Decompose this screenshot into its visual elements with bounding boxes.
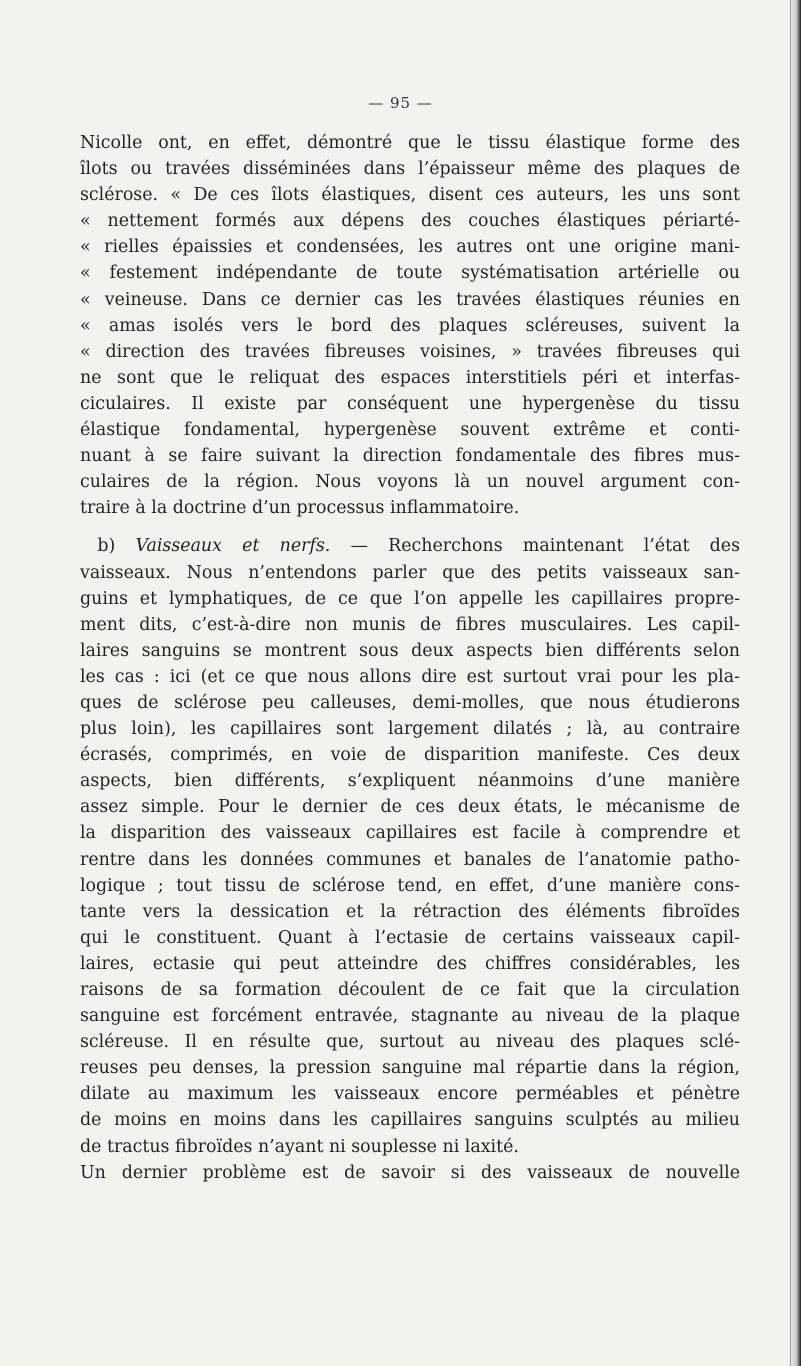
text-line: îlots ou travées disséminées dans l’épaisseur même des plaques de <box>80 159 740 180</box>
text-line: de moins en moins dans les capillaires sanguins sculptés au milieu <box>80 1110 740 1131</box>
section-heading: Vaisseaux et nerfs. <box>135 536 331 557</box>
text-line: laires, ectasie qui peut atteindre des chiffres considérables, les <box>80 953 740 974</box>
text-line: ment dits, c’est-à-dire non munis de fibres musculaires. Les capil- <box>80 614 740 635</box>
text-line: tante vers la dessication et la rétraction des éléments fibroïdes <box>80 901 740 922</box>
text-line: ciculaires. Il existe par conséquent une hypergenèse du tissu <box>80 393 740 414</box>
text-line: les cas : ici (et ce que nous allons dire est surtout vrai pour les pla- <box>80 666 740 687</box>
text-line: reuses peu denses, la pression sanguine mal répartie dans la région, <box>80 1058 740 1079</box>
text-line: plus loin), les capillaires sont largement dilatés ; là, au contraire <box>80 719 740 740</box>
body-text <box>80 130 740 1186</box>
page-edge-shadow <box>791 0 801 1366</box>
text-line: laires sanguins se montrent sous deux aspects bien différents selon <box>80 640 740 661</box>
text-line: « direction des travées fibreuses voisines, » travées fibreuses qui <box>80 341 740 362</box>
text-line: logique ; tout tissu de sclérose tend, en effet, d’une manière cons- <box>80 875 740 896</box>
text-line: sclérose. « De ces îlots élastiques, disent ces auteurs, les uns sont <box>80 185 740 206</box>
text-line: « rielles épaissies et condensées, les autres ont une origine mani- <box>80 237 740 258</box>
paragraph-gap <box>80 521 740 533</box>
text-line: « amas isolés vers le bord des plaques scléreuses, suivent la <box>80 315 740 336</box>
text-line: écrasés, comprimés, en voie de disparition manifeste. Ces deux <box>80 745 740 766</box>
paragraph-2 <box>80 533 740 1185</box>
text-line: rentre dans les données communes et banales de l’anatomie patho- <box>80 849 740 870</box>
text-line: sanguine est forcément entravée, stagnante au niveau de la plaque <box>80 1006 740 1027</box>
text-line: de tractus fibroïdes n’ayant ni souplesse ni laxité. <box>80 1136 519 1157</box>
text-line: élastique fondamental, hypergenèse souvent extrême et conti- <box>80 420 740 441</box>
text-line: qui le constituent. Quant à l’ectasie de certains vaisseaux capil- <box>80 927 740 948</box>
text-line: assez simple. Pour le dernier de ces deux états, le mécanisme de <box>80 797 740 818</box>
paragraph-1 <box>80 130 740 521</box>
text-line: guins et lymphatiques, de ce que l’on appelle les capillaires propre- <box>80 588 740 609</box>
text-line: ques de sclérose peu calleuses, demi-molles, que nous étudierons <box>80 692 740 713</box>
text-line: « festement indépendante de toute systématisation artérielle ou <box>80 263 740 284</box>
text-line: traire à la doctrine d’un processus inflammatoire. <box>80 498 520 519</box>
text-line: la disparition des vaisseaux capillaires est facile à comprendre et <box>80 823 740 844</box>
text-line: dilate au maximum les vaisseaux encore perméables et pénètre <box>80 1084 740 1105</box>
section-heading-line <box>80 533 740 559</box>
text-line: scléreuse. Il en résulte que, surtout au niveau des plaques sclé- <box>80 1032 740 1053</box>
section-label: b) <box>97 536 116 557</box>
text-line: « nettement formés aux dépens des couches élastiques périarté- <box>80 211 740 232</box>
text-line: vaisseaux. Nous n’entendons parler que des petits vaisseaux san- <box>80 562 740 583</box>
text-line: Un dernier problème est de savoir si des vaisseaux de nouvelle <box>80 1162 740 1183</box>
page-number: — 95 — <box>368 94 433 112</box>
text-line: raisons de sa formation découlent de ce fait que la circulation <box>80 980 740 1000</box>
text-line: ne sont que le reliquat des espaces interstitiels péri et interfas- <box>80 367 740 388</box>
text-line: « veineuse. Dans ce dernier cas les travées élastiques réunies en <box>80 289 740 310</box>
text-line: culaires de la région. Nous voyons là un nouvel argument con- <box>80 472 740 493</box>
heading-line-text: — Recherchons maintenant l’état des <box>350 536 740 557</box>
text-line: Nicolle ont, en effet, démontré que le tissu élastique forme des <box>80 133 740 153</box>
text-line: nuant à se faire suivant la direction fondamentale des fibres mus- <box>80 446 740 467</box>
text-line: aspects, bien différents, s’expliquent néanmoins d’une manière <box>80 771 740 792</box>
